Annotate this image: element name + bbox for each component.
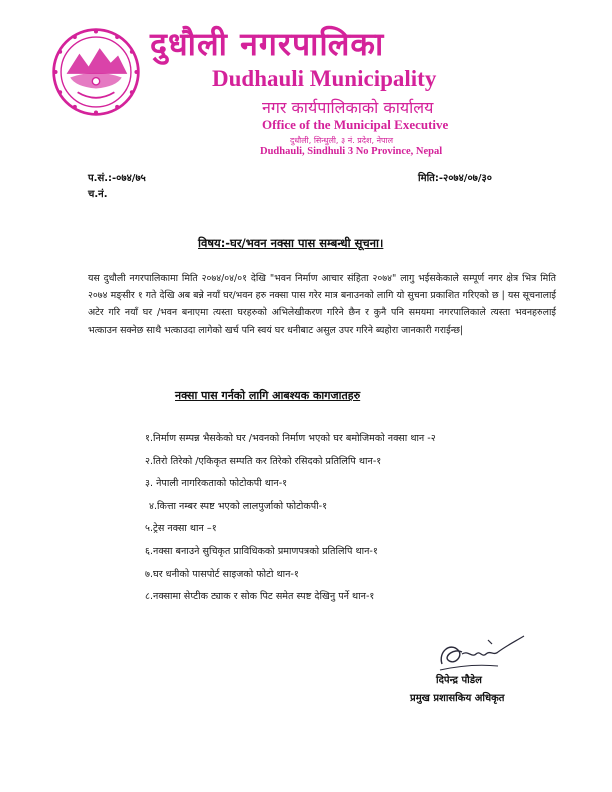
list-item: ३. नेपाली नागरिकताको फोटोकपी थान-१ [145,478,288,490]
required-documents-heading: नक्सा पास गर्नको लागि आबश्यक कागजातहरु [175,389,361,402]
office-name-english: Office of the Municipal Executive [262,117,449,132]
municipality-name-english: Dudhauli Municipality [212,66,437,91]
list-item: ७.घर धनीको पासपोर्ट साइजको फोटो थान-१ [145,568,299,580]
municipal-emblem-icon [50,26,142,118]
dispatch-number: च.नं. [88,189,108,200]
address-nepali: दुधौली, सिन्धुली, ३ नं. प्रदेश, नेपाल [290,136,394,145]
letter-date: मिति:-२०७४/०७/३० [418,173,492,184]
signatory-title: प्रमुख प्रशासकिय अधिकृत [410,693,505,704]
list-item: ४.कित्ता नम्बर स्पष्ट भएको लालपुर्जाको फोटोकपी-१ [149,500,328,512]
list-item: ५.ट्रेस नक्सा थान –१ [145,523,217,535]
required-documents-list [145,428,585,609]
list-item: ६.नक्सा बनाउने सुचिकृत प्राविधिकको प्रमाणपत्रको प्रतिलिपि थान-१ [145,545,378,557]
office-name-nepali: नगर कार्यपालिकाको कार्यालय [262,98,434,117]
notice-body: यस दुधौली नगरपालिकामा मिति २०७४/०४/०१ देखि "भवन निर्माण आचार संहिता २०७४" लागु भईसकेकाले सम्पूर्ण नगर क्षेत्र भित्र मिति २०७४ मङ्सीर १ गते देखि अब बन्ने नयाँ घर/भवन हरु नक्सा पास गरेर मात्र बनाउनको लागि यो सुचना प्रकाशित गरिएको छ | यस सूचनालाई अटेर गरि नयाँ घर /भवन बनाएमा त्यस्ता घरहरुको अभिलेखीकरण गरिने छैन र कुनै पनि समयमा नगरपालिकाले त्यस्ता भवनहरुलाई भत्काउन सक्नेछ साथै भत्काउदा लागेको खर्च पनि स्वयं घर धनीबाट असुल उपर गरिने ब्यहोरा जानकारी गराईन्छ| [88,273,556,336]
list-item: २.तिरो तिरेको /एकिकृत सम्पति कर तिरेको रसिदको प्रतिलिपि थान-१ [145,455,382,467]
signatory-name: दिपेन्द्र पौडेल [436,675,482,686]
handwritten-signature [428,630,538,676]
subject-line: विषय:-घर/भवन नक्सा पास सम्बन्धी सूचना। [198,236,384,250]
reference-number: प.सं.:-०७४/७५ [88,173,146,184]
municipality-name-nepali: दुधौली नगरपालिका [150,25,385,63]
address-english: Dudhauli, Sindhuli 3 No Province, Nepal [260,146,443,157]
list-item: ८.नक्सामा सेप्टीक ट्याक र सोक पिट समेत स्पष्ट देखिनु पर्ने थान-१ [145,591,375,603]
list-item: १.निर्माण सम्पन्न भैसकेको घर /भवनको निर्माण भएको घर बमोजिमको नक्सा थान -२ [145,433,436,444]
